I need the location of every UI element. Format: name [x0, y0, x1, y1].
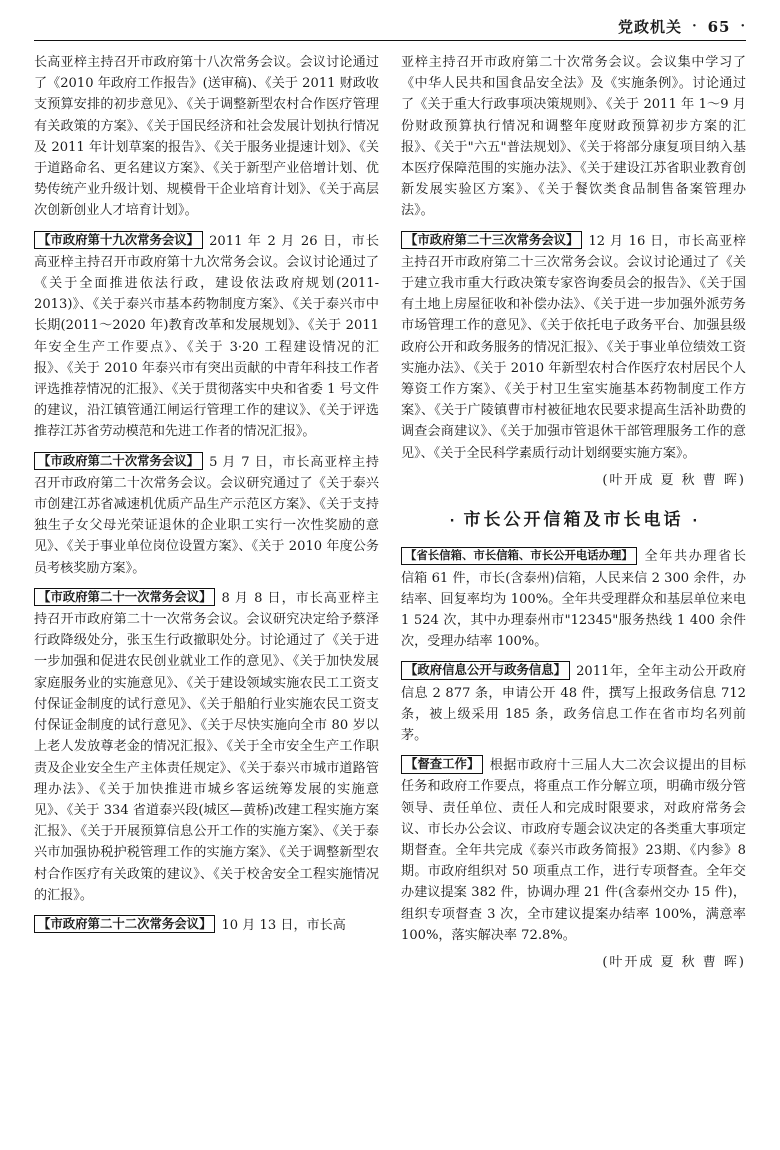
- byline: (叶开成 夏 秋 曹 晖): [602, 955, 746, 971]
- article-block: [401, 755, 746, 946]
- article-heading: 【市政府第二十二次常务会议】: [34, 915, 215, 934]
- left-column: [34, 52, 379, 1128]
- article-heading: 【市政府第二十一次常务会议】: [34, 588, 215, 607]
- article-text: 2011 年 2 月 26 日，市长高亚梓主持召开市政府第十九次常务会议。会议讨论通过了《关于全面推进依法行政，建设依法政府规划(2011-2013)》、《关于泰兴市基本药物制度方案》、《关于泰兴市中长期(2011～2020 年)教育改革和发展规划》、《关于 2011 年安全生产工作要点》、《关于 3·20 工程建设情况的汇报》、《关于 2010 年泰兴市有突出贡献的中青年科技工作者评选推荐情况的汇报》、《关于贯彻落实中央和省委 1 号文件的建议，沿江镇管通江闸运行管理工作的建议》、《关于评选推荐江苏省劳动模范和先进工作者的情况汇报》。: [34, 233, 379, 440]
- section-dot-right: ·: [692, 513, 698, 529]
- article-heading: 【督查工作】: [401, 755, 483, 774]
- right-continued-paragraph: 亚梓主持召开市政府第二十次常务会议。会议集中学习了《中华人民共和国食品安全法》及《实施条例》。讨论通过了《关于重大行政事项决策规则》、《关于 2011 年 1～9 月份财政预算执行情况和调整年度财政预算初步方案的汇报》、《关于"六五"普法规划》、《关于将部分康复项目纳入基本医疗保障范围的实施办法》、《关于建设江苏省职业教育创新发展实验区方案》、《关于餐饮类食品制售备案管理办法》。: [401, 55, 746, 219]
- section-title: [401, 507, 746, 535]
- right-column: [401, 52, 746, 1128]
- article-block: [401, 231, 746, 464]
- page-header: [618, 16, 746, 37]
- article-text: 10 月 13 日，市长高: [221, 917, 346, 933]
- article-heading: 【市政府第二十次常务会议】: [34, 452, 203, 471]
- article-text: 根据市政府十三届人大二次会议提出的目标任务和政府工作要点，将重点工作分解立项，明确市级分管领导、责任单位、责任人和完成时限要求，对政府常务会议、市长办公会议、市政府专题会议决定的各类重大事项定期督查。全年共完成《泰兴市政务简报》23期、《内参》8期。市政府组织对 50 项重点工作，进行专项督查。全年交办建议提案 382 件，协调办理 21 件(含泰州交办 15 件)，组织专项督查 3 次，全市建议提案办结率 100%，满意率 100%，落实解决率 72.8%。: [401, 758, 746, 943]
- article-heading: 【省长信箱、市长信箱、市长公开电话办理】: [401, 547, 637, 564]
- article-heading: 【政府信息公开与政务信息】: [401, 661, 570, 680]
- article-text: 5 月 7 日，市长高亚梓主持召开市政府第二十次常务会议。会议研究通过了《关于泰兴市创建江苏省减速机优质产品生产示范区方案》、《关于支持独生子女父母光荣证退休的企业职工实行一次性奖励的意见》、《关于事业单位岗位设置方案》、《关于 2010 年度公务员考核奖励方案》。: [34, 454, 379, 576]
- section-dot-left: ·: [449, 513, 455, 529]
- byline: (叶开成 夏 秋 曹 晖): [602, 472, 746, 488]
- header-section-title: 党政机关: [618, 18, 683, 36]
- article-text: 全年共办理省长信箱 61 件，市长(含泰州)信箱，人民来信 2 300 余件，办结率、回复率均为 100%。全年共受理群众和基层单位来电 1 524 次，其中办理泰州市"12345"服务热线 1 400 余件次，受理办结率 100%。: [401, 549, 746, 650]
- article-block: [34, 231, 379, 443]
- article-block: [34, 588, 379, 906]
- article-block: [34, 915, 379, 936]
- header-divider: [34, 40, 746, 41]
- article-block: [34, 452, 379, 579]
- article-heading: 【市政府第十九次常务会议】: [34, 231, 203, 250]
- article-text: 12 月 16 日，市长高亚梓主持召开市政府第二十三次常务会议。会议讨论通过了《关于建立我市重大行政决策专家咨询委员会的报告》、《关于国有土地上房屋征收和补偿办法》、《关于进一步加强外派劳务市场管理工作的意见》、《关于依托电子政务平台、加强县级政府公开和政务服务的情况汇报》、《关于事业单位绩效工资实施办法》、《关于 2010 年新型农村合作医疗农村居民个人筹资工作方案》、《关于村卫生室实施基本药物制度工作方案》、《关于广陵镇曹市村被征地农民要求提高生活补助费的调查会商建议》、《关于加强市管退休干部管理服务工作的意见》、《关于全民科学素质行动计划纲要实施方案》。: [401, 233, 746, 461]
- header-dot-right: ·: [740, 19, 746, 34]
- page-number: 65: [707, 17, 731, 36]
- two-column-body: [34, 52, 746, 1128]
- article-block: [401, 661, 746, 746]
- article-heading: 【市政府第二十三次常务会议】: [401, 231, 582, 250]
- article-block: [401, 546, 746, 652]
- article-text: 2011年，全年主动公开政府信息 2 877 条，申请公开 48 件，撰写上报政务信息 712 条，被上级采用 185 条，政务信息工作在省市均名列前茅。: [401, 664, 746, 744]
- header-dot-left: ·: [692, 19, 698, 34]
- article-text: 8 月 8 日，市长高亚梓主持召开市政府第二十一次常务会议。会议研究决定给予蔡泽行政降级处分，张玉生行政撤职处分。讨论通过了《关于进一步加强和促进农民创业就业工作的意见》、《关于加快发展家庭服务业的实施意见》、《关于建设领域实施农民工工资支付保证金制度的试行意见》、《关于船舶行业实施农民工资支付保证金制度的试行意见》、《关于尽快实施向全市 80 岁以上老人发放尊老金的情况汇报》、《关于全市安全生产工作职责及企业安全生产主体责任规定》、《关于泰兴市城市道路管理办法》、《关于加快推进市城乡客运统筹发展的实施意见》、《关于 334 省道泰兴段(城区—黄桥)改建工程实施方案汇报》、《关于开展预算信息公开工作的实施方案》、《关于泰兴市加强协税护税管理工作的实施方案》、《关于调整新型农村合作医疗有关政策的建议》、《关于校舍安全工程实施情况的汇报》。: [34, 590, 379, 903]
- section-title-text: 市长公开信箱及市长电话: [463, 509, 684, 530]
- left-continued-paragraph: 长高亚梓主持召开市政府第十八次常务会议。会议讨论通过了《2010 年政府工作报告》(送审稿)、《关于 2011 财政收支预算安排的初步意见》、《关于调整新型农村合作医疗管理有关政策的方案》、《关于国民经济和社会发展计划执行情况及 2011 年计划草案的报告》、《关于服务业提速计划》、《关于道路命名、更名建议方案》、《关于新型产业倍增计划、优势传统产业升级计划、规模骨干企业培育计划》、《关于高层次创新创业人才培育计划》。: [34, 55, 379, 219]
